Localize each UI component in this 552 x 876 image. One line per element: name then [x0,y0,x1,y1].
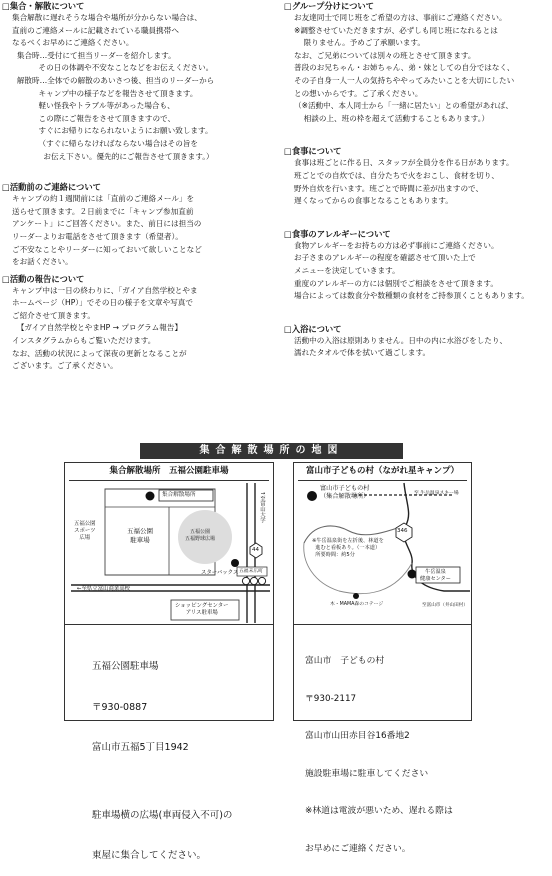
section-allergy [284,228,546,303]
section-activity-report [2,273,264,373]
text-line: なるべくお早めにご連絡ください。 [12,38,134,48]
to-university-label: ↑至富山大学 [259,491,265,523]
text-line: メニューを決定していきます。 [294,265,400,275]
text-line: 送らせて頂きます。２日前までに「キャンプ参加直前 [12,206,194,216]
address-line: 富山市山田赤目谷16番地2 [305,731,410,741]
address-line: 東屋に集合してください。 [92,850,207,861]
map-gofuku-park [64,462,274,625]
village-label: 富山市子どもの村 （集合解散場所） [320,485,370,500]
text-line: 野外自炊を行います。班ごとで時間に差が出ますので、 [294,183,484,193]
text-line: 濡れたタオルで体を拭いて過ごします。 [294,348,431,358]
address-line: 五福公園駐車場 [92,661,159,672]
address-gofuku-park [92,633,232,876]
text-line: 食事は班ごとに作る日、スタッフが全員分を作る日があります。 [294,158,514,168]
village-marker [307,491,317,501]
text-line: リーダーよりお電話をさせて頂きます（希望者）。 [12,231,183,241]
text-line: 集合解散に遅れそうな場合や場所が分からない場合は、 [12,13,202,22]
section-title: □グループ分けについて [284,1,374,11]
text-line: その子自身一人一人の気持ちややってみたいことを大切にしたい [294,75,515,85]
text-line: 集合時…受付にて担当リーダーを紹介します。 [12,50,176,60]
text-line: キャンプ中の様子などを報告させて頂きます。 [12,88,198,98]
directions-note: ※牛岳温泉街を左折後、林道を 進むと看板あり。（一本道） 所要時間：約5分 [312,538,384,558]
text-line: ご不安なことやリーダーに知っておいて欲しいことなど [12,244,202,254]
section-bathing [284,323,546,360]
parking-lot-label: 五福公園 駐車場 [127,527,153,544]
text-line: 遅くなってからの食事となることもあります。 [294,196,453,206]
text-line: 班ごとでの自炊では、自分たちで火をおこし、食材を切り、 [294,170,499,180]
text-line: 限りません。予めご了承願います。 [294,38,426,48]
text-line: 相談の上、班の枠を超えて活動することもあります。） [294,113,490,123]
address-line: 〒930-2117 [305,693,357,704]
map-title: 富山市子どもの村（ながれ星キャンプ） [305,466,460,476]
gofuku-end-label: 五福末広町 [239,569,263,574]
map-section-header: 集合解散場所の地図 [140,443,403,459]
text-line: 場合によっては数食分や数種類の食材をご持参頂くこともあります。 [294,291,529,301]
route-44-label: 44 [252,547,259,553]
text-line: キャンプの約１週間前には「直前のご連絡メール」を [12,194,195,204]
text-line: なお、ご兄弟については別々の班とさせて頂きます。 [294,50,476,60]
to-commercial-school-label: ←至県立富山商業高校 [77,586,131,592]
mama-cottage-label: 木・MAMA森のコテージ [330,602,384,607]
address-line: 富山市五福5丁目1942 [92,742,189,753]
address-line: お早めにご連絡ください。 [305,843,411,854]
to-city-label: 至富山市（井山田村） [422,603,468,608]
right-column [284,0,546,378]
text-line: 食物アレルギーをお持ちの方は必ず事前にご連絡ください。 [294,240,499,250]
meeting-point-label: 集合解散場所 [162,492,196,498]
text-line: ご紹介させて頂きます。 [12,310,95,320]
meeting-point-marker [146,492,155,501]
left-column [2,0,264,391]
baseball-field-label: 五福公園 五福野球広場 [185,529,216,542]
text-line: アンケート」にご回答ください。また、前日には担当の [12,219,202,229]
starbucks-label: スターバックス [201,570,239,576]
text-line: （※活動中、本人同士から「一緒に居たい」との希望があれば、 [294,101,513,111]
text-line: ホームページ（HP）」でその日の様子を文章や写真で [12,298,193,308]
section-title: □活動の報告について [2,273,85,284]
address-line: 施設駐車場に駐車してください [305,768,429,779]
section-title: □集合・解散について [2,1,85,11]
text-line: 重度のアレルギーの方には個別でご相談をさせて頂きます。 [294,278,498,288]
text-line: キャンプ中は一日の終わりに、「ガイア自然学校とやま [12,285,198,295]
text-line: 直前のご連絡メールに記載されている職員携帯へ [12,25,179,35]
section-pre-activity-contact [2,181,264,269]
text-line: インスタグラムからもご覧いただけます。 [12,336,156,346]
text-line: （すぐに帰らなければならない場合はその旨を [12,138,199,148]
map-kodomo-village [293,462,472,625]
map-drawing [65,463,273,624]
text-line: 解散時…全体での解散のあいさつ後、担当のリーダーから [12,75,215,85]
text-line: その日の体調や不安なことなどをお伝えください。 [12,63,214,73]
text-line: をお話ください。 [12,257,73,267]
address-line: 駐車場横の広場(車両侵入不可)の [92,809,233,821]
text-line: 軽い怪我やトラブル等があった場合も、 [12,101,175,111]
text-line: お友達同士で同じ班をご希望の方は、事前にご連絡ください。 [294,13,507,22]
section-grouping [284,0,546,125]
text-line: お子さまのアレルギーの程度を確認させて頂いた上で [294,253,476,263]
onsen-label: 牛岳温泉 健康センター [420,569,451,582]
section-title: □入浴について [284,323,342,334]
sports-plaza-label: 五福公園 スポーツ 広場 [74,521,96,541]
text-line: ございます。ご了承ください。 [12,361,118,371]
section-title: □食事のアレルギーについて [284,228,391,239]
text-line: ※調整させていただきますが、必ずしも同じ班になれるとは [294,25,498,35]
map-title: 集合解散場所 五福公園駐車場 [109,466,229,476]
section-title: □活動前のご連絡について [2,182,101,193]
text-line: との想いからです。ご了承ください。 [294,88,423,98]
address-kodomo-village [305,630,453,868]
text-line: なお、活動の状況によって深夜の更新となることが [12,348,187,358]
address-line: ※林道は電波が悪いため、遅れる際は [305,806,453,816]
address-line: 富山市 子どもの村 [305,656,385,666]
text-line: お伝え下さい。優先的にご報告させて頂きます。） [12,151,214,161]
route-346-label: 346 [397,528,408,534]
text-line: すぐにお帰りになられないようにお願い致します。 [12,126,213,136]
ski-resort-label: 至 牛岳温泉スキー場 [414,491,459,496]
shopping-center-label: ショッピングセンター アリス駐車場 [175,603,229,616]
section-title: □食事について [284,146,342,157]
text-line: 活動中の入浴は原則ありません。日中の内に水浴びをしたり、 [294,335,508,345]
text-line: 普段のお兄ちゃん・お姉ちゃん、弟・妹としての自分ではなく、 [294,63,515,73]
section-meeting-dismissal [2,0,264,163]
text-line: この際にご報告をさせて頂きますので、 [12,113,176,123]
text-line: 【ガイア自然学校とやまHP → プログラム報告】 [12,323,183,333]
address-line: 〒930-0887 [92,701,148,713]
section-meals [284,145,546,207]
